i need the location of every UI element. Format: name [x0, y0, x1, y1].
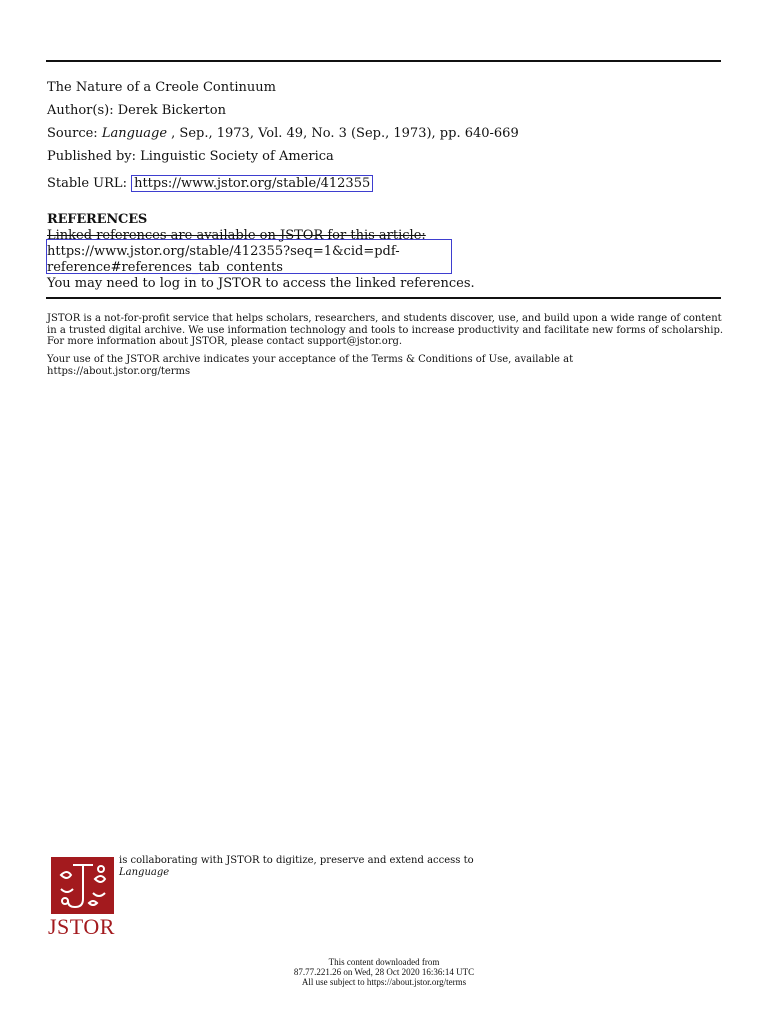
references-block — [47, 228, 475, 292]
collaboration-journal: Language — [119, 867, 170, 878]
article-publisher: Published by: Linguistic Society of America — [47, 149, 334, 164]
references-heading: REFERENCES — [47, 212, 148, 227]
middle-rule — [46, 297, 721, 299]
jstor-notice: JSTOR is a not-for-profit service that helps scholars, researchers, and students discover, use, and build upon a wide range of content in a trusted digital archive. We use information technology and tools to increase productivity and facilitate new forms of scholarship. For more information about JSTOR, please contact support@jstor.org. — [47, 313, 724, 347]
references-link-line-2[interactable]: reference#references_tab_contents — [47, 260, 283, 275]
source-details: , Sep., 1973, Vol. 49, No. 3 (Sep., 1973), pp. 640-669 — [167, 126, 519, 141]
download-footer — [184, 957, 584, 987]
article-source — [47, 126, 519, 141]
references-link-line-1[interactable]: https://www.jstor.org/stable/412355?seq=1&cid=pdf- — [47, 244, 400, 259]
top-rule — [46, 60, 721, 62]
source-prefix: Source: — [47, 126, 102, 141]
footer-line-3: All use subject to https://about.jstor.org/terms — [301, 977, 467, 987]
jstor-wordmark: JSTOR — [48, 914, 115, 939]
collaboration-text: is collaborating with JSTOR to digitize, preserve and extend access to — [119, 855, 474, 866]
jstor-logo-icon — [51, 857, 114, 914]
stable-url-row — [47, 176, 373, 191]
footer-line-2: 87.77.221.26 on Wed, 28 Oct 2020 16:36:14 UTC — [293, 967, 475, 977]
references-note: You may need to log in to JSTOR to access the linked references. — [47, 276, 475, 291]
article-authors: Author(s): Derek Bickerton — [47, 103, 226, 118]
source-journal: Language — [101, 126, 168, 141]
references-intro: Linked references are available on JSTOR for this article: — [47, 228, 426, 243]
collaboration-notice — [119, 855, 474, 879]
terms-notice: Your use of the JSTOR archive indicates your acceptance of the Terms & Conditions of Use, available at https://about.jstor.org/terms — [47, 354, 574, 377]
jstor-emblem-icon — [51, 857, 114, 914]
stable-url-label: Stable URL: — [47, 176, 132, 191]
stable-url-link[interactable]: https://www.jstor.org/stable/412355 — [131, 175, 373, 192]
footer-line-1: This content downloaded from — [328, 957, 440, 967]
article-title: The Nature of a Creole Continuum — [47, 80, 276, 95]
